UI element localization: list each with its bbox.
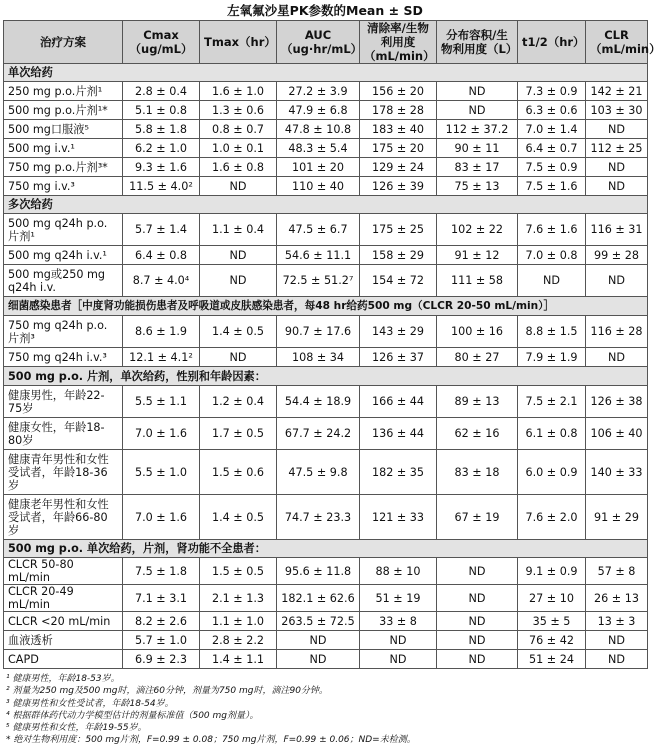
table-row: 750 mg i.v.³ 11.5 ± 4.0² ND 110 ± 40 126 ± 39 75 ± 13 7.5 ± 1.6 ND xyxy=(4,177,648,196)
header-half-life: t1/2（hr） xyxy=(518,21,586,64)
table-row: 健康男性，年龄22-75岁 5.5 ± 1.1 1.2 ± 0.4 54.4 ± 18.9 166 ± 44 89 ± 13 7.5 ± 2.1 126 ± 38 xyxy=(4,386,648,418)
header-regimen: 治疗方案 xyxy=(4,21,123,64)
section-header: 500 mg p.o. 单次给药，片剂，肾功能不全患者： xyxy=(4,540,648,558)
table-row: 500 mg或250 mg q24h i.v. 8.7 ± 4.0⁴ ND 72.5 ± 51.2⁷ 154 ± 72 111 ± 58 ND ND xyxy=(4,265,648,297)
table-row: CLCR 20-49 mL/min 7.1 ± 3.1 2.1 ± 1.3 182.1 ± 62.6 51 ± 19 ND 27 ± 10 26 ± 13 xyxy=(4,585,648,612)
table-row: 750 mg q24h p.o.片剂³ 8.6 ± 1.9 1.4 ± 0.5 90.7 ± 17.6 143 ± 29 100 ± 16 8.8 ± 1.5 116 ± 28 xyxy=(4,316,648,348)
header-volume: 分布容积/生物利用度（L） xyxy=(437,21,518,64)
footnote: ⁴ 根据群体药代动力学模型估计的剂量标准值（500 mg剂量）。 xyxy=(6,710,259,721)
table-row: 健康女性，年龄18-80岁 7.0 ± 1.6 1.7 ± 0.5 67.7 ± 24.2 136 ± 44 62 ± 16 6.1 ± 0.8 106 ± 40 xyxy=(4,418,648,450)
table-row: 750 mg p.o.片剂³* 9.3 ± 1.6 1.6 ± 0.8 101 ± 20 129 ± 24 83 ± 17 7.5 ± 0.9 ND xyxy=(4,158,648,177)
header-clearance: 清除率/生物利用度（mL/min） xyxy=(360,21,437,64)
footnote: ⁵ 健康男性和女性，年龄19-55岁。 xyxy=(6,723,147,734)
header-tmax: Tmax（hr） xyxy=(200,21,277,64)
table-row: 健康青年男性和女性受试者，年龄18-36岁 5.5 ± 1.0 1.5 ± 0.6 47.5 ± 9.8 182 ± 35 83 ± 18 6.0 ± 0.9 140 ± 33 xyxy=(4,450,648,495)
table-row: CAPD 6.9 ± 2.3 1.4 ± 1.1 ND ND ND 51 ± 24 ND xyxy=(4,650,648,669)
section-header: 500 mg p.o. 片剂，单次给药，性别和年龄因素： xyxy=(4,367,648,386)
table-row: 500 mg口服液⁵ 5.8 ± 1.8 0.8 ± 0.7 47.8 ± 10.8 183 ± 40 112 ± 37.2 7.0 ± 1.4 ND xyxy=(4,120,648,139)
footnote: ² 剂量为250 mg及500 mg时，滴注60分钟，剂量为750 mg时，滴注90分钟。 xyxy=(6,686,328,697)
table-row: 500 mg i.v.¹ 6.2 ± 1.0 1.0 ± 0.1 48.3 ± 5.4 175 ± 20 90 ± 11 6.4 ± 0.7 112 ± 25 xyxy=(4,139,648,158)
table-row: CLCR 50-80 mL/min 7.5 ± 1.8 1.5 ± 0.5 95.6 ± 11.8 88 ± 10 ND 9.1 ± 0.9 57 ± 8 xyxy=(4,558,648,585)
footnote: ³ 健康男性和女性受试者，年龄18-54岁。 xyxy=(6,698,174,709)
header-clr: CLR（mL/min） xyxy=(586,21,648,64)
table-row: 500 mg q24h i.v.¹ 6.4 ± 0.8 ND 54.6 ± 11.1 158 ± 29 91 ± 12 7.0 ± 0.8 99 ± 28 xyxy=(4,246,648,265)
section-header: 单次给药 xyxy=(4,64,648,82)
footnote: * 绝对生物利用度：500 mg片剂，F=0.99 ± 0.08；750 mg片剂，F=0.99 ± 0.06；ND=未检测。 xyxy=(6,735,416,746)
header-cmax: Cmax（ug/mL） xyxy=(123,21,200,64)
pk-table xyxy=(3,20,661,669)
table-row: 500 mg q24h p.o.片剂¹ 5.7 ± 1.4 1.1 ± 0.4 47.5 ± 6.7 175 ± 25 102 ± 22 7.6 ± 1.6 116 ± 31 xyxy=(4,214,648,246)
header-auc: AUC（ug·hr/mL） xyxy=(277,21,360,64)
table-title: 左氧氟沙星PK参数的Mean ± SD xyxy=(227,3,423,18)
header-row xyxy=(4,21,648,64)
section-header: 细菌感染患者［中度肾功能损伤患者及呼吸道或皮肤感染患者，每48 hr给药500 mg（CLCR 20-50 mL/min）］ xyxy=(4,297,648,316)
table-row: 500 mg p.o.片剂¹* 5.1 ± 0.8 1.3 ± 0.6 47.9 ± 6.8 178 ± 28 ND 6.3 ± 0.6 103 ± 30 xyxy=(4,101,648,120)
section-header: 多次给药 xyxy=(4,196,648,214)
table-row: 250 mg p.o.片剂¹ 2.8 ± 0.4 1.6 ± 1.0 27.2 ± 3.9 156 ± 20 ND 7.3 ± 0.9 142 ± 21 xyxy=(4,82,648,101)
table-row: 健康老年男性和女性受试者，年龄66-80岁 7.0 ± 1.6 1.4 ± 0.5 74.7 ± 23.3 121 ± 33 67 ± 19 7.6 ± 2.0 91 ± 29 xyxy=(4,495,648,540)
table-row: 血液透析 5.7 ± 1.0 2.8 ± 2.2 ND ND ND 76 ± 42 ND xyxy=(4,631,648,650)
footnote: ¹ 健康男性，年龄18-53岁。 xyxy=(6,674,120,684)
table-row: 750 mg q24h i.v.³ 12.1 ± 4.1² ND 108 ± 34 126 ± 37 80 ± 27 7.9 ± 1.9 ND xyxy=(4,348,648,367)
table-row: CLCR <20 mL/min 8.2 ± 2.6 1.1 ± 1.0 263.5 ± 72.5 33 ± 8 ND 35 ± 5 13 ± 3 xyxy=(4,612,648,631)
